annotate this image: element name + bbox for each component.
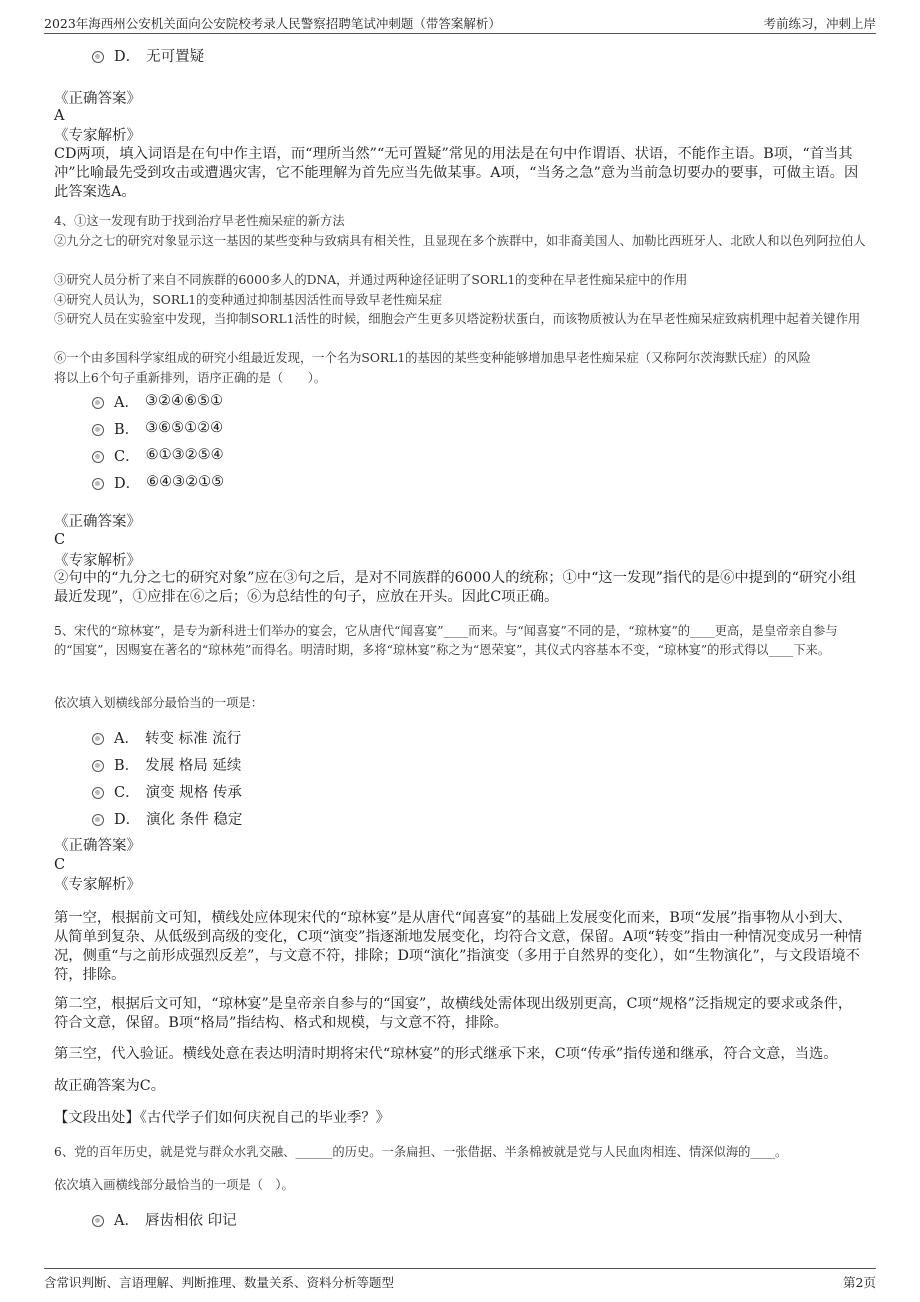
q6-prompt: 依次填入画横线部分最恰当的一项是（ ）。	[54, 1178, 294, 1192]
radio-icon[interactable]	[92, 733, 104, 745]
header-slogan: 考前练习，冲刺上岸	[763, 16, 876, 31]
option-key: C．	[114, 784, 140, 801]
q5-prompt: 依次填入划横线部分最恰当的一项是：	[54, 696, 264, 710]
q4-line-6: ⑥一个由多国科学家组成的研究小组最近发现，一个名为SORL1的基因的某些变种能够增加患早老性痴呆症（又称阿尔茨海默氏症）的风险	[54, 351, 811, 365]
option-key: B．	[114, 757, 140, 774]
q5-stem: 5、宋代的“琼林宴”，是专为新科进士们举办的宴会，它从唐代“闻喜宴”____而来。与“闻喜宴”不同的是，“琼林宴”的____更高，是皇帝亲自参与的“国宴”，因赐宴在著名的“琼林苑”而得名。明清时期，多将“琼林宴”称之为“恩荣宴”，其仪式内容基本不变，“琼林宴”的形式得以____下来。	[54, 624, 838, 657]
page-footer	[44, 1268, 876, 1292]
radio-icon[interactable]	[92, 397, 104, 409]
option-text: 转变 标准 流行	[144, 730, 242, 747]
option-text: 演化 条件 稳定	[146, 811, 243, 828]
footer-topics: 含常识判断、言语理解、判断推理、数量关系、资料分析等题型	[44, 1275, 395, 1290]
document-title: 2023年海西州公安机关面向公安院校考录人民警察招聘笔试冲刺题（带答案解析）	[44, 16, 501, 31]
analysis-label: 《专家解析》	[54, 553, 141, 569]
q3-answer: A	[54, 108, 65, 124]
q5-option-d[interactable]	[92, 807, 242, 829]
analysis-label: 《专家解析》	[54, 877, 141, 893]
q4-option-b[interactable]	[92, 417, 223, 439]
radio-icon[interactable]	[92, 424, 104, 436]
radio-icon[interactable]	[92, 51, 104, 63]
q5-analysis-p3: 第三空，代入验证。横线处意在表达明清时期将宋代“琼林宴”的形式继承下来，C项“传承”指传递和继承，符合文意，当选。	[54, 1046, 838, 1062]
answer-label: 《正确答案》	[54, 514, 141, 530]
q5-option-c[interactable]	[92, 780, 242, 802]
q3-option-d[interactable]	[92, 44, 204, 66]
q5-analysis-p4: 故正确答案为C。	[54, 1078, 166, 1094]
q5-analysis-p2: 第二空，根据后文可知，“琼林宴”是皇帝亲自参与的“国宴”，故横线处需体现出级别更高，C项“规格”泛指规定的要求或条件，符合文意，保留。B项“格局”指结构、格式和规模，与文意不符，排除。	[54, 996, 853, 1031]
q4-line-5: ⑤研究人员在实验室中发现，当抑制SORL1活性的时候，细胞会产生更多贝塔淀粉状蛋白，而该物质被认为在早老性痴呆症致病机理中起着关键作用	[54, 312, 861, 326]
radio-icon[interactable]	[92, 760, 104, 772]
option-key: D．	[114, 811, 141, 828]
q4-line-3: ③研究人员分析了来自不同族群的6000多人的DNA，并通过两种途径证明了SORL1的变种在早老性痴呆症中的作用	[54, 273, 688, 287]
option-text: ③⑥⑤①②④	[145, 420, 224, 436]
radio-icon[interactable]	[92, 814, 104, 826]
radio-icon[interactable]	[92, 787, 104, 799]
option-text: 发展 格局 延续	[145, 757, 242, 774]
option-text: 唇齿相依 印记	[144, 1212, 237, 1229]
q5-answer: C	[54, 857, 66, 873]
option-key: D．	[114, 48, 141, 65]
q5-analysis-p1: 第一空，根据前文可知，横线处应体现宋代的“琼林宴”是从唐代“闻喜宴”的基础上发展变化而来，B项“发展”指事物从小到大、从简单到复杂、从低级到高级的变化，C项“演变”指逐渐地发展变化，均符合文意，保留。A项“转变”指由一种情况变成另一种情况，侧重“与之前形成强烈反差”，与文意不符，排除；D项“演化”指演变（多用于自然界的变化），如“生物演化”，与文段语境不符，排除。	[54, 910, 863, 983]
page-header	[44, 12, 876, 34]
option-key: C．	[114, 448, 140, 465]
option-text: 演变 规格 传承	[145, 784, 242, 801]
q6-stem: 6、党的百年历史，就是党与群众水乳交融、______的历史。一条扁担、一张借据、半条棉被就是党与人民血肉相连、情深似海的____。	[54, 1145, 788, 1159]
q4-line-1: 4、①这一发现有助于找到治疗早老性痴呆症的新方法	[54, 214, 345, 228]
q4-option-d[interactable]	[92, 471, 224, 493]
page-number: 第2页	[843, 1275, 876, 1290]
analysis-label: 《专家解析》	[54, 128, 141, 144]
q6-option-a[interactable]	[92, 1208, 237, 1230]
q4-answer: C	[54, 532, 66, 548]
q4-option-a[interactable]	[92, 390, 223, 412]
q4-option-c[interactable]	[92, 444, 224, 466]
q5-option-b[interactable]	[92, 753, 241, 775]
q4-line-4: ④研究人员认为，SORL1的变种通过抑制基因活性而导致早老性痴呆症	[54, 293, 443, 307]
answer-label: 《正确答案》	[54, 838, 141, 854]
option-text: 无可置疑	[146, 48, 205, 65]
option-key: B．	[114, 421, 140, 438]
q4-line-2: ②九分之七的研究对象显示这一基因的某些变种与致病具有相关性，且显现在多个族群中，如非裔美国人、加勒比西班牙人、北欧人和以色列阿拉伯人	[54, 234, 866, 248]
q4-analysis: ②句中的“九分之七的研究对象”应在③句之后，是对不同族群的6000人的统称；①中“这一发现”指代的是⑥中提到的“研究小组最近发现”，①应排在⑥之后；⑥为总结性的句子，应放在开头。因此C项正确。	[54, 570, 857, 605]
option-text: ⑥④③②①⑤	[146, 474, 225, 490]
radio-icon[interactable]	[92, 1215, 104, 1227]
q4-prompt: 将以上6个句子重新排列，语序正确的是（ ）。	[54, 371, 327, 385]
q5-source: 【文段出处】《古代学子们如何庆祝自己的毕业季？》	[54, 1110, 390, 1126]
option-key: A．	[114, 394, 139, 411]
q5-option-a[interactable]	[92, 726, 241, 748]
radio-icon[interactable]	[92, 478, 104, 490]
option-text: ⑥①③②⑤④	[145, 447, 224, 463]
option-key: A．	[114, 730, 139, 747]
option-key: A．	[114, 1212, 139, 1229]
option-text: ③②④⑥⑤①	[144, 393, 223, 409]
radio-icon[interactable]	[92, 451, 104, 463]
option-key: D．	[114, 475, 141, 492]
q3-analysis: CD两项，填入词语是在句中作主语，而“理所当然”“无可置疑”常见的用法是在句中作谓语、状语，不能作主语。B项，“首当其冲”比喻最先受到攻击或遭遇灾害，它不能理解为首先应当先做某事。A项，“当务之急”意为当前急切要办的要事，可做主语。因此答案选A。	[54, 146, 859, 200]
answer-label: 《正确答案》	[54, 91, 141, 107]
